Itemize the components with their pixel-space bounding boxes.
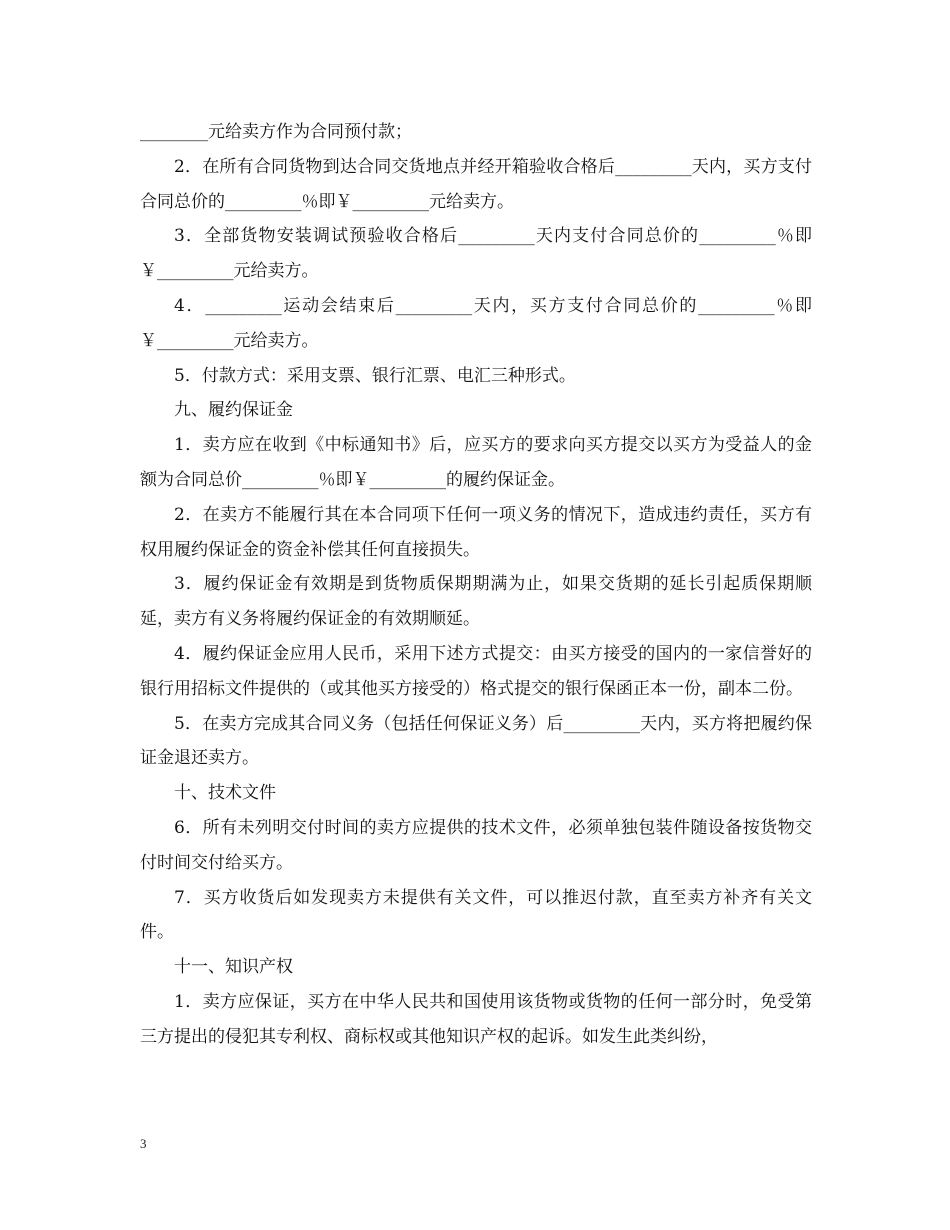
page-number: 3 <box>140 1136 147 1151</box>
document-body <box>140 115 812 1055</box>
paragraph-bond-5: 5．在卖方完成其合同义务（包括任何保证义务）后_________天内，买方将把履约保证金退还卖方。 <box>140 713 812 769</box>
paragraph-payment-3: 3．全部货物安装调试预验收合格后_________天内支付合同总价的_________％即￥_________元给卖方。 <box>140 226 812 282</box>
paragraph-bond-4: 4．履约保证金应用人民币，采用下述方式提交：由买方接受的国内的一家信誉好的银行用招标文件提供的（或其他买方接受的）格式提交的银行保函正本一份，副本二份。 <box>140 643 812 699</box>
paragraph-bond-2: 2．在卖方不能履行其在本合同项下任何一项义务的情况下，造成违约责任，买方有权用履约保证金的资金补偿其任何直接损失。 <box>140 504 812 560</box>
paragraph-ip-1: 1．卖方应保证，买方在中华人民共和国使用该货物或货物的任何一部分时，免受第三方提出的侵犯其专利权、商标权或其他知识产权的起诉。如发生此类纠纷， <box>140 991 812 1047</box>
section-heading-intellectual-property: 十一、知识产权 <box>174 957 293 978</box>
paragraph-payment-4: 4．_________运动会结束后_________天内，买方支付合同总价的_________％即￥_________元给卖方。 <box>140 295 812 351</box>
section-heading-performance-bond: 九、履约保证金 <box>174 400 293 421</box>
paragraph-bond-1: 1．卖方应在收到《中标通知书》后，应买方的要求向买方提交以买方为受益人的金额为合同总价_________％即￥_________的履约保证金。 <box>140 435 812 490</box>
section-heading-technical-documents: 十、技术文件 <box>174 783 276 804</box>
paragraph-tech-6: 6．所有未列明交付时间的卖方应提供的技术文件，必须单独包装件随设备按货物交付时间交付给买方。 <box>140 817 812 873</box>
paragraph-tech-7: 7．买方收货后如发现卖方未提供有关文件，可以推迟付款，直至卖方补齐有关文件。 <box>140 887 812 943</box>
paragraph-prepayment-continuation: ________元给卖方作为合同预付款； <box>140 122 412 142</box>
paragraph-payment-method: 5．付款方式：采用支票、银行汇票、电汇三种形式。 <box>174 365 576 386</box>
paragraph-payment-2: 2．在所有合同货物到达合同交货地点并经开箱验收合格后_________天内，买方支付合同总价的_________％即￥_________元给卖方。 <box>140 156 812 212</box>
paragraph-bond-3: 3．履约保证金有效期是到货物质保期期满为止，如果交货期的延长引起质保期顺延，卖方有义务将履约保证金的有效期顺延。 <box>140 574 812 630</box>
